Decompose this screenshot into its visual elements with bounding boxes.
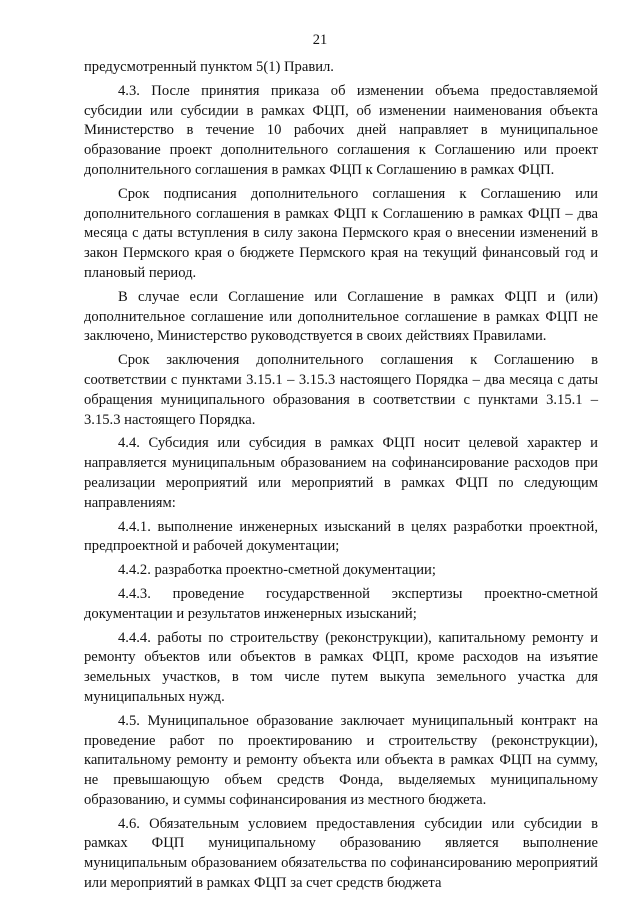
- paragraph-signing-deadline: Срок подписания дополнительного соглашения к Соглашению или дополнительного соглашения в рамках ФЦП к Соглашению в рамках ФЦП – два месяца с даты вступления в силу закона Пермского края о внесении изменений в закон Пермского края о бюджете Пермского края на текущий финансовый год и плановый период.: [84, 185, 598, 281]
- paragraph-4-6: 4.6. Обязательным условием предоставления субсидии или субсидии в рамках ФЦП муниципальному образованию является выполнение муниципальным образованием обязательства по софинансированию мероприятий или мероприятий в рамках ФЦП за счет средств бюджета: [84, 815, 598, 892]
- paragraph-conclusion-deadline: Срок заключения дополнительного соглашения к Соглашению в соответствии с пунктами 3.15.1 – 3.15.3 настоящего Порядка – два месяца с даты обращения муниципального образования в соответствии с пунктами 3.15.1 – 3.15.3 настоящего Порядка.: [84, 352, 598, 428]
- paragraph-4-4-2: 4.4.2. разработка проектно-сметной документации;: [118, 562, 436, 579]
- paragraph-4-5: 4.5. Муниципальное образование заключает муниципальный контракт на проведение работ по проектированию и строительству (реконструкции), капитальному ремонту и ремонту объекта или объекта в рамках ФЦП на сумму, не превышающую объем средств Фонда, выделяемых муниципальному образованию, и суммы софинансирования из местного бюджета.: [84, 712, 598, 808]
- document-body: [84, 58, 598, 898]
- paragraph-4-4-3: 4.4.3. проведение государственной экспертизы проектно-сметной документации и результатов инженерных изысканий;: [84, 585, 598, 622]
- page-number: 21: [312, 32, 328, 48]
- paragraph-4-4-1: 4.4.1. выполнение инженерных изысканий в целях разработки проектной, предпроектной и рабочей документации;: [84, 518, 598, 555]
- paragraph-4-4-4: 4.4.4. работы по строительству (реконструкции), капитальному ремонту и ремонту объектов или объектов в рамках ФЦП, кроме расходов на изъятие земельных участков, в том числе путем выкупа земельного участка для муниципальных нужд.: [84, 629, 598, 705]
- paragraph-4-4: 4.4. Субсидия или субсидия в рамках ФЦП носит целевой характер и направляется муниципальным образованием на софинансирование расходов при реализации мероприятий или мероприятий в рамках ФЦП по следующим направлениям:: [84, 435, 598, 511]
- paragraph-4-3: 4.3. После принятия приказа об изменении объема предоставляемой субсидии или субсидии в рамках ФЦП, об изменении наименования объекта Министерство в течение 10 рабочих дней направляет в муниципальное образование проект дополнительного соглашения к Соглашению или проект дополнительного соглашения в рамках ФЦП к Соглашению в рамках ФЦП.: [84, 82, 598, 178]
- paragraph-continuation: предусмотренный пунктом 5(1) Правил.: [84, 59, 334, 75]
- paragraph-if-not-concluded: В случае если Соглашение или Соглашение в рамках ФЦП и (или) дополнительное соглашение или дополнительное соглашение в рамках ФЦП не заключено, Министерство руководствуется в своих действиях Правилами.: [84, 288, 598, 345]
